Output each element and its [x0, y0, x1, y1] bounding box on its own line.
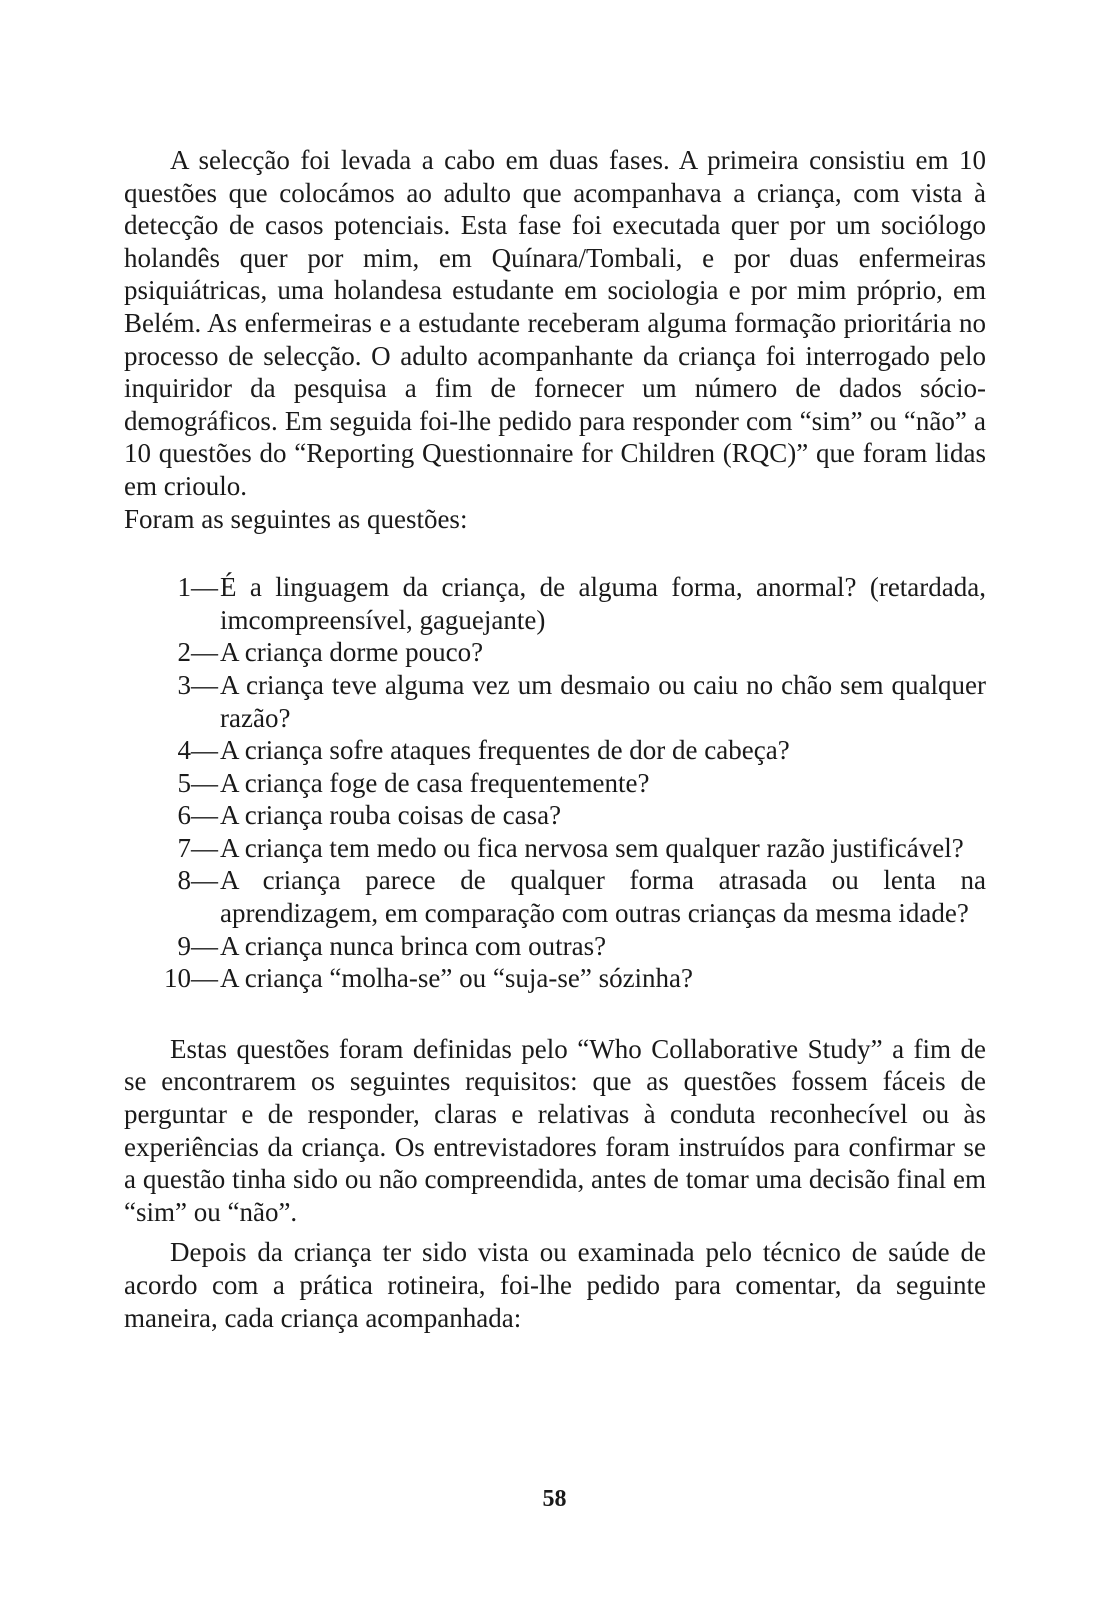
question-text: A criança foge de casa frequentemente? — [220, 767, 650, 798]
question-text: A criança rouba coisas de casa? — [220, 800, 562, 831]
question-text: A criança “molha-se” ou “suja-se” sózinha? — [220, 963, 694, 994]
question-number: 10— — [164, 963, 218, 994]
question-number: 2— — [177, 637, 218, 668]
question-text: A criança nunca brinca com outras? — [220, 930, 607, 961]
question-text: É a linguagem da criança, de alguma forma, anormal? (retardada, imcompreensível, gaguejante) — [220, 572, 986, 635]
list-item — [124, 962, 986, 995]
question-number: 4— — [177, 735, 218, 766]
page-number: 58 — [542, 1486, 567, 1512]
question-number: 3— — [177, 669, 218, 700]
question-text: A criança dorme pouco? — [220, 637, 484, 668]
question-number: 5— — [177, 767, 218, 798]
intro-paragraph: A selecção foi levada a cabo em duas fases. A primeira consistiu em 10 questões que colocámos ao adulto que acompanhava a criança, com vista à detecção de casos potenciais. Esta fase foi executada quer por um sociólogo holandês quer por mim, em Quínara/Tombali, e por duas enfermeiras psiquiátricas, uma holandesa estudante em sociologia e por mim próprio, em Belém. As enfermeiras e a estudante receberam alguma formação prioritária no processo de selecção. O adulto acompanhante da criança foi interrogado pelo inquiridor da pesquisa a fim de fornecer um número de dados sócio-demográficos. Em seguida foi-lhe pedido para responder com “sim” ou “não” a 10 questões do “Reporting Questionnaire for Children (RQC)” que foram lidas em crioulo. — [124, 145, 986, 501]
list-item — [124, 669, 986, 734]
list-item — [124, 767, 986, 800]
question-text: A criança tem medo ou fica nervosa sem qualquer razão justificável? — [220, 832, 964, 863]
list-intro: Foram as seguintes as questões: — [124, 503, 468, 534]
question-list — [124, 571, 986, 995]
question-text: A criança teve alguma vez um desmaio ou caiu no chão sem qualquer razão? — [220, 669, 986, 733]
question-number: 6— — [177, 800, 218, 831]
question-number: 9— — [177, 930, 218, 961]
question-number: 8— — [177, 865, 218, 896]
list-item — [124, 636, 986, 669]
question-text: A criança parece de qualquer forma atrasada ou lenta na aprendizagem, em comparação com outras crianças da mesma idade? — [220, 865, 986, 929]
body-paragraph-3: Depois da criança ter sido vista ou examinada pelo técnico de saúde de acordo com a prática rotineira, foi-lhe pedido para comentar, da seguinte maneira, cada criança acompanhada: — [124, 1237, 986, 1333]
list-item — [124, 734, 986, 767]
question-number: 7— — [177, 832, 218, 863]
list-item — [124, 832, 986, 865]
question-number: 1— — [177, 572, 218, 603]
list-item — [124, 864, 986, 929]
body-paragraph-2: Estas questões foram definidas pelo “Who Collaborative Study” a fim de se encontrarem os seguintes requisitos: que as questões fossem fáceis de perguntar e de responder, claras e relativas à conduta reconhecível ou às experiências da criança. Os entrevistadores foram instruídos para confirmar se a questão tinha sido ou não compreendida, antes de tomar uma decisão final em “sim” ou “não”. — [124, 1033, 986, 1227]
page-body — [124, 144, 986, 1334]
list-item — [124, 930, 986, 963]
question-text: A criança sofre ataques frequentes de dor de cabeça? — [220, 735, 790, 766]
list-item — [124, 571, 986, 636]
list-item — [124, 799, 986, 832]
